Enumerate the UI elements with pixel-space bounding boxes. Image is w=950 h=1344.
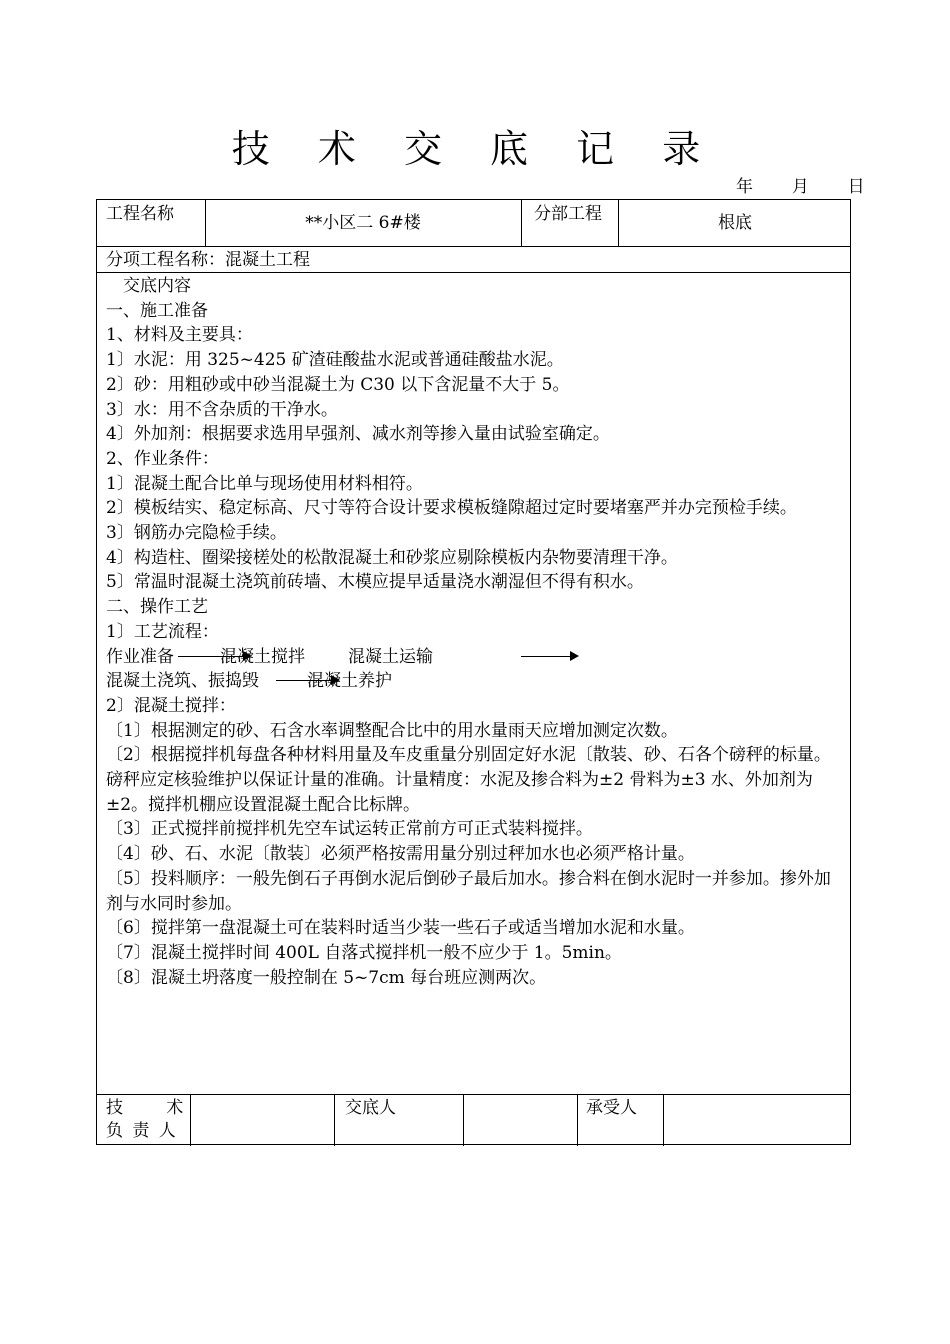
record-table: [96, 199, 851, 1145]
flow-step: 作业准备: [106, 646, 174, 667]
content-line: 一、施工准备: [106, 300, 208, 321]
col-divider: [463, 1094, 464, 1146]
content-line: 2、作业条件：: [106, 448, 219, 469]
col-divider: [334, 1094, 335, 1146]
tech-lead-label-top: 技 术: [106, 1098, 184, 1118]
content-line: 1、材料及主要具：: [106, 325, 253, 346]
content-line: 2〕模板结实、稳定标高、尺寸等符合设计要求模板缝隙超过定时要堵塞严并办完预检手续。: [106, 498, 797, 519]
row-divider: [97, 272, 850, 273]
col-divider: [577, 1094, 578, 1146]
flow-step: 混凝土养护: [307, 671, 392, 692]
date-day: 日: [847, 177, 865, 197]
content-line: 5〕常温时混凝土浇筑前砖墙、木模应提早适量浇水潮湿但不得有积水。: [106, 572, 644, 593]
process-flow-row-2: [106, 669, 846, 694]
col-divider: [521, 200, 522, 246]
content-line: 〔6〕搅拌第一盘混凝土可在装料时适当少装一些石子或适当增加水泥和水量。: [106, 918, 695, 939]
content-line: 〔2〕根据搅拌机每盘各种材料用量及车皮重量分别固定好水泥〔散装、砂、石各个磅秤的标量。磅秤应定核验维护以保证计量的准确。计量精度：水泥及掺合料为±2 骨料为±3 水、外加剂为±2。搅拌机棚应设置混凝土配合比标牌。: [106, 745, 831, 815]
col-divider: [190, 1094, 191, 1146]
col-divider: [663, 1094, 664, 1146]
division-label: 分部工程: [534, 204, 602, 224]
handover-signature-field[interactable]: [467, 1094, 577, 1146]
date-month: 月: [791, 177, 809, 197]
flow-step: 混凝土搅拌: [220, 646, 305, 667]
content-line: 〔4〕砂、石、水泥〔散装〕必须严格按需用量分别过秤加水也必须严格计量。: [106, 844, 695, 865]
content-line: 1〕混凝土配合比单与现场使用材料相符。: [106, 473, 423, 494]
flow-step: 混凝土运输: [348, 646, 433, 667]
content-line: 4〕构造柱、圈梁接槎处的松散混凝土和砂浆应剔除模板内杂物要清理干净。: [106, 547, 678, 568]
handover-content: [106, 274, 846, 990]
row-divider: [97, 246, 850, 247]
content-line: 2〕砂：用粗砂或中砂当混凝土为 C30 以下含泥量不大于 5。: [106, 374, 570, 395]
handover-label: 交底人: [345, 1098, 396, 1118]
content-heading: 交底内容: [123, 276, 191, 296]
content-line: 1〕工艺流程：: [106, 621, 219, 642]
process-flow-row-1: [106, 645, 846, 670]
project-name-value: **小区二 6#楼: [305, 213, 421, 233]
content-line: 3〕钢筋办完隐检手续。: [106, 523, 287, 544]
project-name-label: 工程名称: [106, 204, 174, 224]
tech-lead-label-bottom: 负 责 人: [106, 1121, 178, 1141]
content-line: 二、操作工艺: [106, 597, 208, 618]
subitem-name: 分项工程名称：混凝土工程: [106, 250, 310, 270]
flow-arrow: [521, 656, 577, 657]
content-line: 3〕水：用不含杂质的干净水。: [106, 399, 338, 420]
date-line: [736, 176, 865, 198]
receiver-label: 承受人: [586, 1098, 637, 1118]
tech-lead-signature-field[interactable]: [194, 1094, 334, 1146]
content-line: 〔3〕正式搅拌前搅拌机先空车试运转正常前方可正式装料搅拌。: [106, 819, 593, 840]
date-year: 年: [736, 177, 753, 197]
content-line: 〔5〕投料顺序：一般先倒石子再倒水泥后倒砂子最后加水。掺合料在倒水泥时一并参加。掺外加剂与水同时参加。: [106, 868, 831, 914]
receiver-signature-field[interactable]: [667, 1094, 851, 1146]
content-line: 〔8〕混凝土坍落度一般控制在 5~7cm 每台班应测两次。: [106, 967, 547, 988]
flow-step: 混凝土浇筑、振捣毁: [106, 671, 259, 692]
content-line: 4〕外加剂：根据要求选用早强剂、减水剂等掺入量由试验室确定。: [106, 424, 610, 445]
content-line: 〔1〕根据测定的砂、石含水率调整配合比中的用水量雨天应增加测定次数。: [106, 720, 678, 741]
division-value: 根底: [718, 213, 752, 233]
page-title: 技 术 交 底 记 录: [231, 127, 719, 171]
content-line: 2〕混凝土搅拌：: [106, 695, 236, 716]
content-line: 〔7〕混凝土搅拌时间 400L 自落式搅拌机一般不应少于 1。5min。: [106, 942, 622, 963]
content-line: 1〕水泥：用 325~425 矿渣硅酸盐水泥或普通硅酸盐水泥。: [106, 350, 564, 371]
